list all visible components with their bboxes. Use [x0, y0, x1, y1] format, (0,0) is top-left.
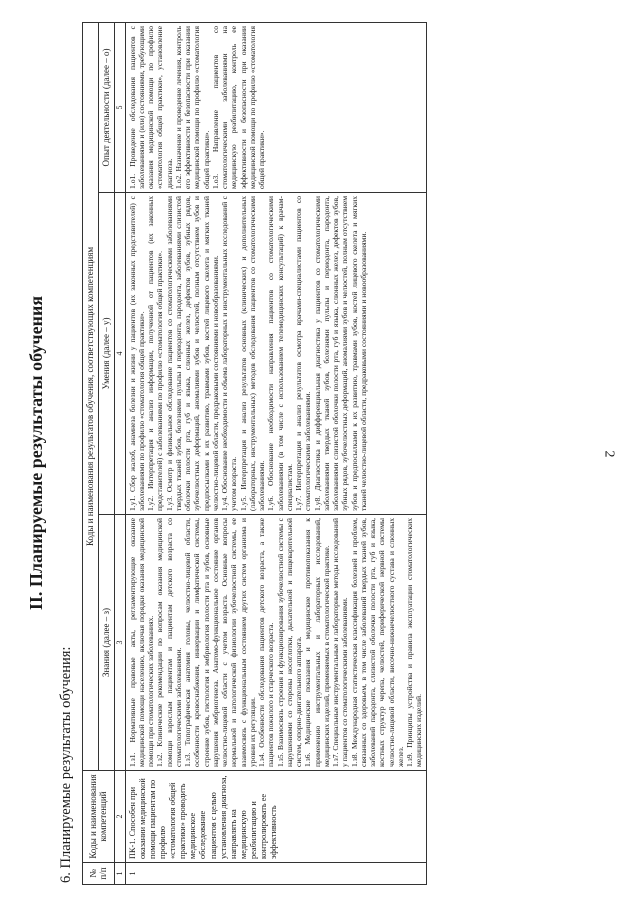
column-number-row — [114, 23, 125, 885]
section-heading: II. Планируемые результаты обучения — [26, 295, 46, 611]
header-competence: Коды и наименования компетенций — [83, 771, 115, 863]
column-number: 4 — [114, 193, 125, 515]
experience-item: 1.о2. Назначение и проведение лечения, контроль его эффективности и безопасности при оказании медицинской помощи по профилю «стоматология общей практики». — [173, 26, 211, 189]
skill-item: 1.у3. Осмотр и физикальное обследование пациентов со стоматологическими заболеваниями твердых тканей зубов, болезнями пульпы и периодонта, пародонта, заболеваниями слизистой оболочки полости рта, губ и языка, слюнных желез, дефектов зубов, зубных рядов, зубочелюстных деформаций, аномалиями зубов и челюстей, полным отсутствием зубов и предпосылками к их развитию, травмами зубов, костей лицевого скелета и мягких тканей челюстно-лицевой области, предраковыми состояниями и новообразованиями. — [164, 196, 220, 511]
column-number: 1 — [114, 863, 125, 885]
page-number: 2 — [601, 450, 617, 458]
header-num: № п/п — [83, 863, 115, 885]
column-number: 2 — [114, 771, 125, 863]
knowledge-item: 1.з7. Специальные инструментальные и лабораторные методы исследований у пациентов со стоматологическими заболеваниями. — [331, 518, 350, 767]
header-experience: Опыт деятельности (далее – о) — [98, 23, 114, 193]
row-number: 1 — [125, 863, 426, 885]
skill-item: 1.у7. Интерпретация и анализ результатов осмотра врачами-специалистами пациентов со стоматологическими заболеваниями. — [294, 196, 313, 511]
subheader-row — [98, 23, 114, 885]
rotated-document-page — [20, 3, 620, 903]
knowledge-item: 1.з5. Взаимосвязь строения и функционирования зубочелюстной системы с нарушениями со стороны носоглотки, дыхательной и пищеварительной систем, опорно-двигательного аппарата. — [275, 518, 304, 767]
knowledge-item: 1.з9. Принципы устройства и правила эксплуатации стоматологических медицинских изделий. — [405, 518, 424, 767]
header-results-group: Коды и наименования результатов обучения, соответствующих компетенциям — [83, 23, 99, 771]
skill-item: 1.у6. Обоснование необходимости направления пациентов со стоматологическими заболеваниями (в том числе с использованием телемедицинских консультаций) к врачам-специалистам. — [266, 196, 294, 511]
skill-item: 1.у5. Интерпретация и анализ результатов основных (клинических) и дополнительных (лабораторных, инструментальных) методов обследования пациентов со стоматологическими заболеваниями. — [238, 196, 267, 511]
knowledge-item: 1.з3. Топографическая анатомия головы, челюстно-лицевой области, особенности кровоснабжения, иннервации и лимфатической системы, строение зубов, гистология и эмбриология полости рта и зубов, основные нарушения эмбриогенеза. Анатомо-функциональное состояние органов челюстно-лицевой области с учетом возраста. Основные вопросы нормальной и патологической физиологии зубочелюстной системы, ее взаимосвязь с функциональным состоянием других систем организма и уровни их регуляции. — [183, 518, 257, 767]
skills-cell — [125, 193, 426, 515]
knowledge-item: 1.з4. Особенности обследования пациентов детского возраста, а также пациентов пожилого и старческого возраста. — [257, 518, 276, 767]
skill-item: 1.у8. Диагностика и дифференциальная диагностика у пациентов со стоматологическими заболеваниями твердых тканей зубов, болезнями пульпы и периодонта, пародонта, заболеваниями слизистой оболочки полости рта, губ и языка, слюнных желез, дефектов зубов, зубных рядов, зубочелюстных деформаций, аномалиями зубов и челюстей, полным отсутствием зубов и предпосылками к их развитию, травмами зубов, костей лицевого скелета и мягких тканей челюстно-лицевой области, предраковыми состояниями и новообразованиями. — [312, 196, 368, 511]
learning-outcomes-table — [82, 22, 427, 885]
knowledge-item: 1.з1. Нормативные правовые акты, регламентирующие оказание медицинской помощи населению, включая порядки оказания медицинской помощи при стоматологических заболеваниях. — [127, 518, 156, 767]
knowledge-cell — [125, 515, 426, 771]
header-skills: Умения (далее – у) — [98, 193, 114, 515]
skill-item: 1.у2. Интерпретация и анализ информации, полученной от пациентов (их законных представителей) с заболеваниями по профилю «стоматология общей практики». — [146, 196, 165, 511]
column-number: 3 — [114, 515, 125, 771]
header-knowledge: Знания (далее – з) — [98, 515, 114, 771]
knowledge-item: 1.з6. Медицинские показания и медицинские противопоказания к применению инструментальных и лабораторных исследований, медицинских изделий, применяемых в стоматологической практике. — [303, 518, 331, 767]
subsection-heading: 6. Планируемые результаты обучения: — [58, 646, 74, 883]
experience-item: 1.о3. Направление пациентов со стоматологическими заболеваниями на медицинскую реабилитацию, контроль ее эффективности и безопасности при оказании медицинской помощи по профилю «стоматология общей практики». — [210, 26, 267, 189]
competence-cell: ПК-1. Способен при оказании медицинской помощи пациентам по профилю «стоматология общей практики» проводить медицинское обследование пациентов с целью установления диагноза, направлять на медицинскую реабилитацию и контролировать ее эффективность — [125, 771, 426, 863]
skill-item: 1.у4. Обоснование необходимости и объема лабораторных и инструментальных исследований с учетом возраста. — [220, 196, 239, 511]
table-row — [125, 23, 426, 885]
header-row — [83, 23, 99, 885]
skill-item: 1.у1. Сбор жалоб, анамнеза болезни и жизни у пациентов (их законных представителей) с заболеваниями по профилю «стоматология общей практики». — [127, 196, 146, 511]
experience-item: 1.о1. Проведение обследования пациентов с заболеваниями и (или) состояниями, требующими оказания медицинской помощи по профилю «стоматология общей практики», установление диагноза. — [127, 26, 174, 189]
experience-cell — [125, 23, 426, 193]
knowledge-item: 1.з8. Международная статистическая классификация болезней и проблем, связанных со здоровьем, в том числе заболеваний твердых тканей зубов, заболеваний пародонта, слизистой оболочки полости рта, губ и языка, костных структур черепа, челюстей, периферической нервной системы челюстно-лицевой области, височно-нижнечелюстного сустава и слюнных желез. — [349, 518, 405, 767]
column-number: 5 — [114, 23, 125, 193]
knowledge-item: 1.з2. Клинические рекомендации по вопросам оказания медицинской помощи взрослым пациентам и пациентам детского возраста со стоматологическими заболеваниями. — [155, 518, 183, 767]
